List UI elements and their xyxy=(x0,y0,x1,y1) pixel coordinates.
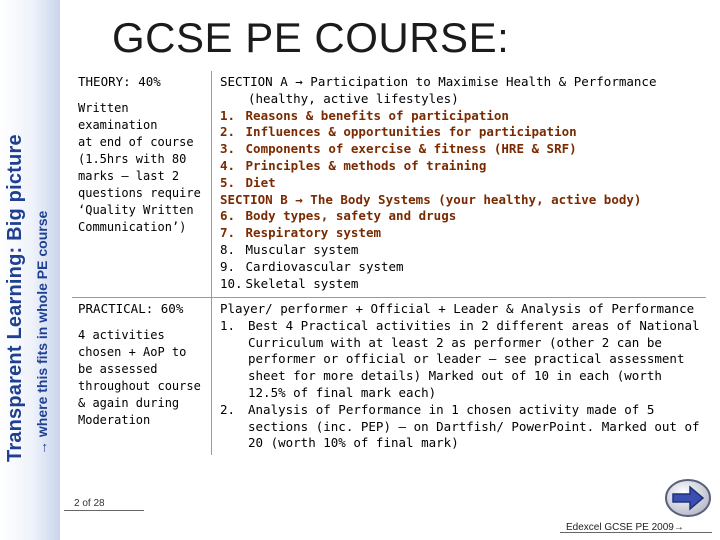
practical-heading: PRACTICAL: 60% xyxy=(78,301,184,316)
pager-divider xyxy=(64,510,144,511)
right-arrow-icon xyxy=(664,478,712,518)
desc-line: Written xyxy=(78,101,129,115)
desc-line: ‘Quality Written xyxy=(78,203,194,217)
item-text: Analysis of Performance in 1 chosen activity made of 5 sections (inc. PEP) – on Dartfish/ PowerPoint. Marked out of 20 (worth 10% of final mark) xyxy=(248,401,700,451)
list-item xyxy=(220,225,706,242)
item-text: Influences & opportunities for participation xyxy=(245,124,577,140)
footer-text: Edexcel GCSE PE 2009→ xyxy=(566,522,684,533)
page-counter: 2 of 28 xyxy=(74,498,105,509)
item-number: 2. xyxy=(220,401,236,417)
item-text: Muscular system xyxy=(245,241,359,257)
list-item xyxy=(220,108,706,125)
practical-content xyxy=(212,298,706,455)
theory-row xyxy=(72,71,706,298)
section-b-heading: SECTION B → The Body Systems (your healthy, active body) xyxy=(220,191,642,207)
sidebar xyxy=(0,0,60,540)
practical-row xyxy=(72,298,706,455)
desc-line: 4 activities xyxy=(78,328,165,342)
desc-line: questions require xyxy=(78,186,201,200)
list-item xyxy=(220,276,706,293)
item-text: Best 4 Practical activities in 2 different areas of National Curriculum with at least 2 as performer (other 2 can be performer or official or leader – see practical assessment sheet for more details) Marked out of 10 in each (worth 12.5% of final mark each) xyxy=(248,317,700,400)
sidebar-main-title: Transparent Learning: Big picture xyxy=(4,134,26,462)
item-text: Skeletal system xyxy=(245,275,359,291)
item-number: 6. xyxy=(220,208,236,224)
practical-intro: Player/ performer + Official + Leader & Analysis of Performance xyxy=(220,301,695,316)
desc-line: examination xyxy=(78,118,158,132)
practical-description xyxy=(78,327,211,429)
item-text: Body types, safety and drugs xyxy=(245,208,457,224)
item-number: 2. xyxy=(220,124,236,140)
item-text: Cardiovascular system xyxy=(245,258,404,274)
item-number: 4. xyxy=(220,157,236,173)
desc-line: at end of course xyxy=(78,135,194,149)
desc-line: chosen + AoP to xyxy=(78,345,187,359)
theory-cell xyxy=(72,71,212,297)
page-title: GCSE PE COURSE: xyxy=(112,14,510,61)
item-number: 10. xyxy=(220,275,243,291)
list-item xyxy=(220,242,706,259)
desc-line: & again during xyxy=(78,396,180,410)
theory-content xyxy=(212,71,706,297)
list-item xyxy=(220,259,706,276)
section-a-subheading: (healthy, active lifestyles) xyxy=(248,90,459,106)
list-item xyxy=(220,402,706,452)
desc-line: Moderation xyxy=(78,413,151,427)
list-item xyxy=(220,318,706,402)
desc-line: marks – last 2 xyxy=(78,169,180,183)
item-text: Respiratory system xyxy=(245,225,381,241)
theory-heading: THEORY: 40% xyxy=(78,74,161,89)
item-number: 8. xyxy=(220,241,236,257)
item-text: Reasons & benefits of participation xyxy=(245,107,509,123)
next-slide-button[interactable] xyxy=(664,478,712,518)
desc-line: (1.5hrs with 80 xyxy=(78,152,187,166)
list-item xyxy=(220,124,706,141)
theory-description xyxy=(78,100,211,236)
course-table xyxy=(72,71,706,455)
item-text: Diet xyxy=(245,174,276,190)
desc-line: Communication’) xyxy=(78,220,187,234)
list-item xyxy=(220,141,706,158)
item-number: 1. xyxy=(220,317,236,333)
desc-line: be assessed xyxy=(78,362,158,376)
item-text: Components of exercise & fitness (HRE & SRF) xyxy=(245,141,577,157)
list-item xyxy=(220,158,706,175)
item-number: 5. xyxy=(220,174,236,190)
desc-line: throughout course xyxy=(78,379,201,393)
sidebar-sub-title: → where this fits in whole PE course xyxy=(34,210,50,455)
section-a-heading: SECTION A → Participation to Maximise Health & Performance xyxy=(220,74,657,89)
item-number: 9. xyxy=(220,258,236,274)
item-number: 7. xyxy=(220,225,236,241)
item-text: Principles & methods of training xyxy=(245,157,487,173)
item-number: 1. xyxy=(220,107,236,123)
practical-cell xyxy=(72,298,212,455)
item-number: 3. xyxy=(220,141,236,157)
list-item xyxy=(220,175,706,192)
list-item xyxy=(220,208,706,225)
